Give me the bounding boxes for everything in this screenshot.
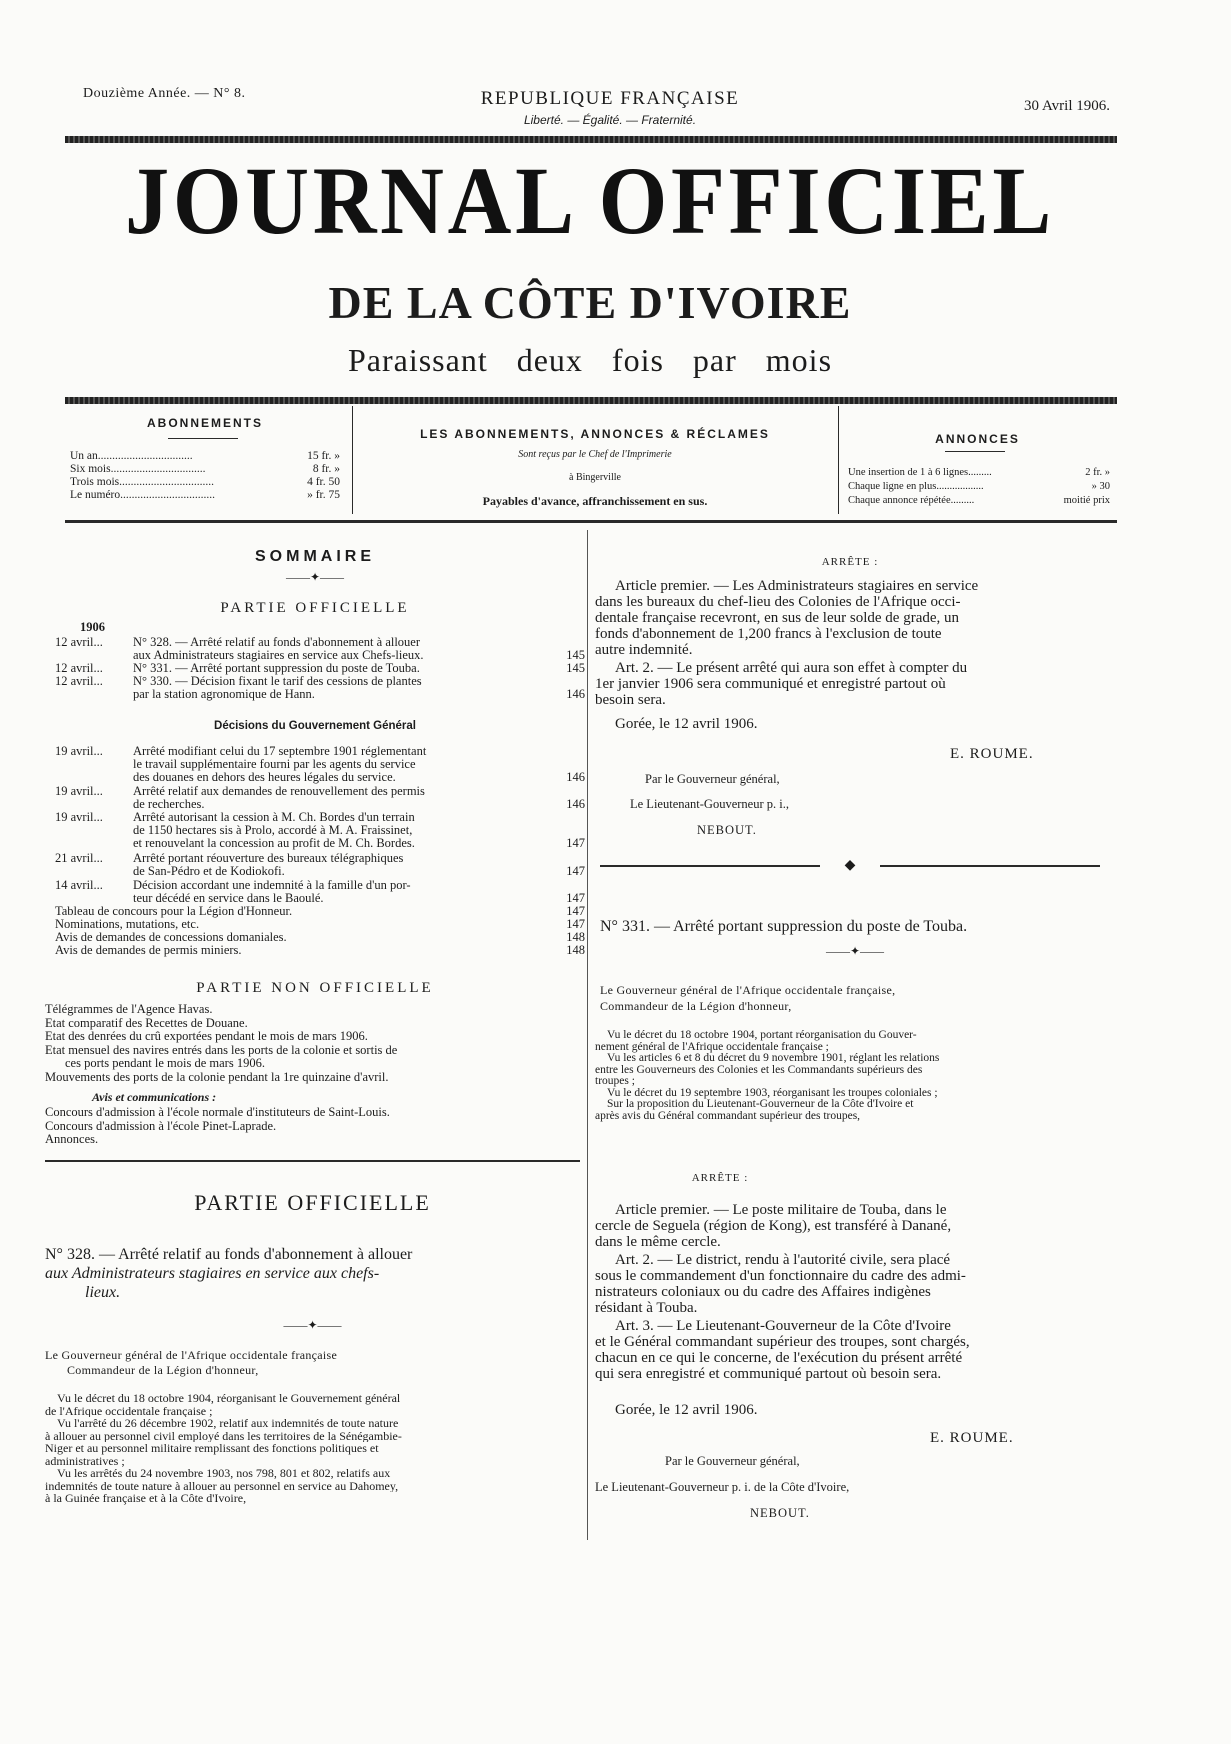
ornament-divider: ——✦—— <box>283 1318 342 1332</box>
arrete-331-nebout: NEBOUT. <box>750 1506 810 1520</box>
arrete-331-lieutenant: Le Lieutenant-Gouverneur p. i. de la Côte d'Ivoire, <box>595 1480 850 1494</box>
journal-subtitle: DE LA CÔTE D'IVOIRE <box>328 277 852 328</box>
toc-entry: de San-Pédro et de Kodiokofi. 147 <box>133 864 585 878</box>
decisions-heading: Décisions du Gouvernement Général <box>214 720 416 732</box>
toc-entry: et renouvelant la concession au profit de M. Ch. Bordes. 147 <box>133 836 585 850</box>
ads-row: Chaque ligne en plus.................. » 30 <box>848 481 1110 492</box>
masthead-rule-top <box>65 136 1117 143</box>
subscription-row: Un an................................. 15 fr. » <box>70 450 340 462</box>
arrete-328-par-le: Par le Gouverneur général, <box>645 772 780 786</box>
arrete-331-considerants: Vu le décret du 18 octobre 1904, portant réorganisation du Gouver- nement général de l'Afrique occidentale française ; Vu les articles 6 et 8 du décret du 9 novembre 1901, réglant les relations entre les Gouverneurs des Colonies et les Commandants supérieurs des troupes ; Vu le décret du 19 septembre 1903, réorganisant les troupes coloniales ; Sur la proposition du Lieutenant-Gouverneur de la Côte d'Ivoire et après avis du Général commandant supérieur des troupes, <box>595 1030 940 1122</box>
toc-entry: le travail supplémentaire fourni par les agents du service <box>133 757 416 771</box>
toc-entry: 19 avril... Arrêté modifiant celui du 17 septembre 1901 réglementant <box>55 744 427 758</box>
ads-table <box>848 466 1110 508</box>
arrete-label: ARRÊTE : <box>691 1172 749 1184</box>
toc-entry: 14 avril... Décision accordant une indemnité à la famille d'un por- <box>55 878 411 892</box>
column-divider <box>587 530 588 1540</box>
arrete-328-title: N° 328. — Arrêté relatif au fonds d'abonnement à allouer aux Administrateurs stagiaires en service aux chefs- lieux. <box>45 1246 413 1301</box>
issue-date: 30 Avril 1906. <box>1024 98 1110 114</box>
masthead-rule-bottom <box>65 397 1117 404</box>
ads-underline <box>945 451 1005 452</box>
toc-entry: 12 avril... N° 330. — Décision fixant le tarif des cessions de plantes <box>55 674 422 688</box>
arrete-328-article-1: Article premier. — Les Administrateurs stagiaires en service dans les bureaux du chef-lieu des Colonies de l'Afrique occi- dentale française recevront, en sus de leur solde de grade, un fonds d'abonnement de 1,200 francs à l'exclusion de toute autre indemnité. <box>595 578 979 658</box>
arrete-331-place-date: Gorée, le 12 avril 1906. <box>615 1402 758 1418</box>
arrete-328-considerants: Vu le décret du 18 octobre 1904, réorganisant le Gouvernement général de l'Afrique occidentale française ; Vu l'arrêté du 26 décembre 1902, relatif aux indemnités de toute nature à allouer au personnel civil employé dans les territoires de la Sénégambie- Niger et au personnel militaire remplissant des fonctions politiques et administratives ; Vu les arrêtés du 24 novembre 1903, nos 798, 801 et 802, relatifs aux indemnités de toute nature à allouer au personnel en service au Dahomey, à la Guinée française et à la Côte d'Ivoire, <box>45 1392 402 1505</box>
toc-entry: 12 avril... N° 328. — Arrêté relatif au fonds d'abonnement à allouer <box>55 635 421 649</box>
subscriptions-heading: ABONNEMENTS <box>146 416 263 430</box>
journal-title: JOURNAL OFFICIEL <box>125 147 1055 254</box>
sommaire-partie-non-officielle: PARTIE NON OFFICIELLE <box>196 980 434 996</box>
box-divider-left <box>352 406 353 514</box>
toc-entry: Nominations, mutations, etc. 147 <box>55 917 585 931</box>
ornament-divider: ——✦—— <box>285 570 345 584</box>
arrete-331-par-le: Par le Gouverneur général, <box>665 1454 800 1468</box>
center-box-line1: Sont reçus par le Chef de l'Imprimerie <box>518 449 672 460</box>
arrete-328-place-date: Gorée, le 12 avril 1906. <box>615 716 758 732</box>
arrete-label: ARRÊTE : <box>821 556 879 568</box>
toc-entry: aux Administrateurs stagiaires en service aux Chefs-lieux. 145 <box>133 648 585 662</box>
subscription-row: Trois mois................................. 4 fr. 50 <box>70 476 340 488</box>
toc-entry: de 1150 hectares sis à Prolo, accordé à M. A. Fraissinet, <box>133 823 413 837</box>
arrete-331-signature: E. ROUME. <box>930 1430 1014 1446</box>
avis-heading: Avis et communications : <box>92 1090 217 1104</box>
arrete-328-nebout: NEBOUT. <box>697 823 757 837</box>
subscription-row: Le numéro................................. » fr. 75 <box>70 489 340 501</box>
arrete-331-title: N° 331. — Arrêté portant suppression du poste de Touba. <box>600 918 968 935</box>
center-box-heading: LES ABONNEMENTS, ANNONCES & RÉCLAMES <box>420 427 770 441</box>
avis-list: Concours d'admission à l'école normale d'instituteurs de Saint-Louis. Concours d'admission à l'école Pinet-Laprade. Annonces. <box>45 1106 390 1146</box>
ads-heading: ANNONCES <box>935 432 1020 446</box>
arrete-331-article-2: Art. 2. — Le district, rendu à l'autorité civile, sera placé sous le commandement d'un fonctionnaire du cadre des admi- nistrateurs coloniaux ou du cadre des Affaires indigènes résidant à Touba. <box>595 1252 966 1316</box>
arrete-328-lieutenant: Le Lieutenant-Gouverneur p. i., <box>630 797 789 811</box>
toc-entry: Tableau de concours pour la Légion d'Honneur. 147 <box>55 904 585 918</box>
arrete-328-article-2: Art. 2. — Le présent arrêté qui aura son effet à compter du 1er janvier 1906 sera communiqué et enregistré partout où besoin sera. <box>595 660 968 708</box>
ornament-divider: ——✦—— <box>825 944 885 958</box>
toc-entry: Avis de demandes de concessions domaniales. 148 <box>55 930 585 944</box>
sommaire-heading: SOMMAIRE <box>255 548 375 565</box>
arrete-331-article-3: Art. 3. — Le Lieutenant-Gouverneur de la Côte d'Ivoire et le Général commandant supérieur des troupes, sont chargés, chacun en ce qui le concerne, de l'exécution du présent arrêté qui sera enregistré et communiqué partout où besoin sera. <box>595 1318 970 1382</box>
subscriptions-table <box>70 450 340 502</box>
arrete-331-article-1: Article premier. — Le poste militaire de Touba, dans le cercle de Seguela (région de Kong), est transféré à Danané, dans le même cercle. <box>595 1202 952 1250</box>
toc-entry: teur décédé en service dans le Baoulé. 147 <box>133 891 585 905</box>
toc-entry: 12 avril... N° 331. — Arrêté portant suppression du poste de Touba. 145 <box>55 661 585 675</box>
subscriptions-underline <box>168 438 238 439</box>
subscription-row: Six mois................................. 8 fr. » <box>70 463 340 475</box>
center-box-line2: à Bingerville <box>569 472 621 483</box>
arrete-331-governor: Le Gouverneur général de l'Afrique occidentale française, Commandeur de la Légion d'honneur, <box>600 983 896 1013</box>
motto: Liberté. — Égalité. — Fraternité. <box>523 113 697 127</box>
center-box-line3: Payables d'avance, affranchissement en sus. <box>482 494 708 508</box>
toc-entry: Avis de demandes de permis miniers. 148 <box>55 943 585 957</box>
partie-officielle-heading: PARTIE OFFICIELLE <box>194 1190 431 1215</box>
ads-row: Une insertion de 1 à 6 lignes......... 2 fr. » <box>848 467 1110 478</box>
toc-entry: 19 avril... Arrêté autorisant la cession à M. Ch. Bordes d'un terrain <box>55 810 415 824</box>
publication-frequency: Paraissant deux fois par mois <box>347 342 833 378</box>
arrete-328-signature: E. ROUME. <box>950 746 1034 762</box>
toc-entry: des douanes en dehors des heures légales du service. 146 <box>133 770 585 784</box>
non-officielle-list: Télégrammes de l'Agence Havas. Etat comparatif des Recettes de Douane. Etat des denrées du crû exportées pendant le mois de mars 1906. Etat mensuel des navires entrés dans les ports de la colonie et sortis de ces ports pendant le mois de mars 1906. Mouvements des ports de la colonie pendant la 1re quinzaine d'avril. <box>45 1003 398 1084</box>
sommaire-year: 1906 <box>80 620 105 634</box>
issue-number: Douzième Année. — N° 8. <box>83 86 246 101</box>
toc-entry: par la station agronomique de Hann. 146 <box>133 687 585 701</box>
box-divider-right <box>838 406 839 514</box>
sommaire-partie-officielle: PARTIE OFFICIELLE <box>220 600 410 616</box>
arrete-328-governor: Le Gouverneur général de l'Afrique occidentale française Commandeur de la Légion d'honneur, <box>45 1348 338 1377</box>
ads-row: Chaque annonce répétée......... moitié prix <box>848 495 1110 506</box>
toc-entry: 19 avril... Arrêté relatif aux demandes de renouvellement des permis <box>55 784 425 798</box>
republic-label: REPUBLIQUE FRANÇAISE <box>480 88 740 109</box>
ornament-divider: ◆ <box>820 859 880 873</box>
box-rule-bottom <box>65 520 1117 523</box>
sommaire-end-rule <box>45 1160 580 1162</box>
toc-entry: de recherches. 146 <box>133 797 585 811</box>
toc-entry: 21 avril... Arrêté portant réouverture des bureaux télégraphiques <box>55 851 404 865</box>
